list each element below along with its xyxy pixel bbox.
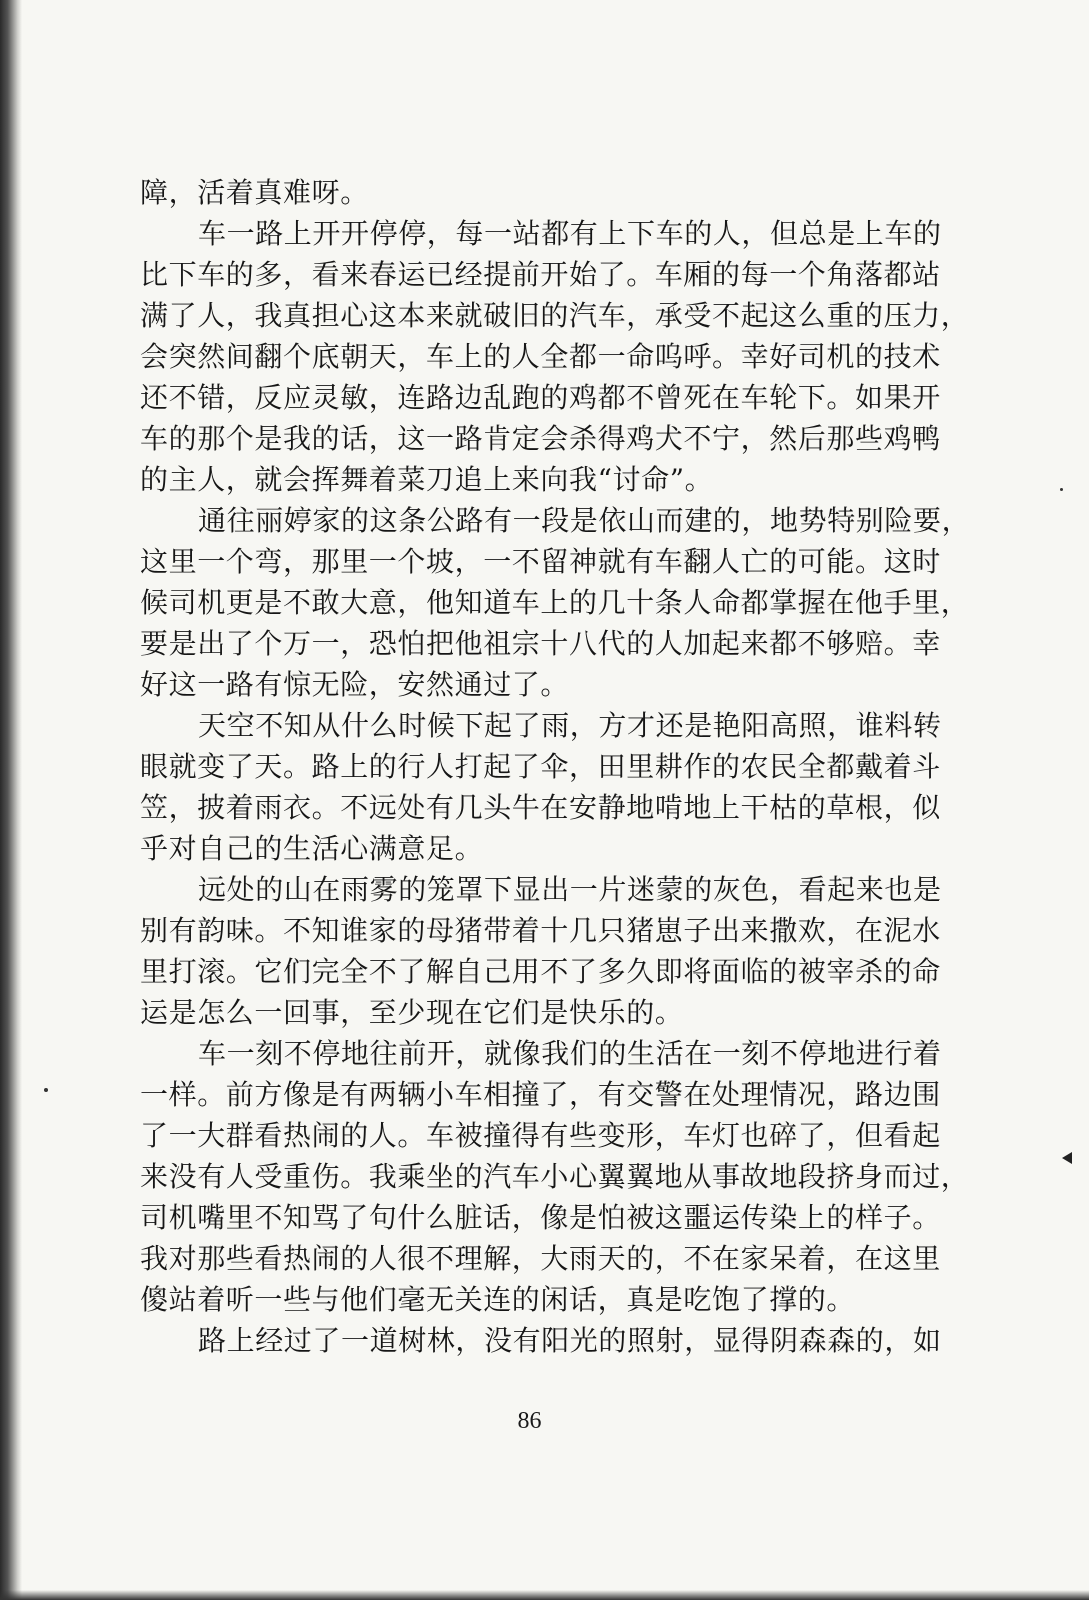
margin-mark <box>1062 1152 1072 1164</box>
body-text <box>140 172 971 1361</box>
text-line: 眼就变了天。路上的行人打起了伞，田里耕作的农民全都戴着斗 <box>140 750 941 783</box>
text-line: 乎对自己的生活心满意足。 <box>140 832 484 865</box>
text-line: 这里一个弯，那里一个坡，一不留神就有车翻人亡的可能。这时 <box>140 545 941 578</box>
text-line: 好这一路有惊无险，安然通过了。 <box>140 668 570 701</box>
text-line: 傻站着听一些与他们毫无关连的闲话，真是吃饱了撑的。 <box>140 1283 856 1316</box>
text-line: 车一路上开开停停，每一站都有上下车的人，但总是上车的 <box>198 217 942 250</box>
text-line: 通往丽婷家的这条公路有一段是依山而建的，地势特别险要， <box>198 504 971 537</box>
text-line: 车的那个是我的话，这一路肯定会杀得鸡犬不宁，然后那些鸡鸭 <box>140 422 941 455</box>
text-line: 会突然间翻个底朝天，车上的人全都一命呜呼。幸好司机的技术 <box>140 340 941 373</box>
text-line: 车一刻不停地往前开，就像我们的生活在一刻不停地进行着 <box>198 1037 942 1070</box>
binding-shadow <box>0 0 22 1600</box>
text-line: 还不错，反应灵敏，连路边乱跑的鸡都不曾死在车轮下。如果开 <box>140 381 941 414</box>
text-line: 我对那些看热闹的人很不理解，大雨天的，不在家呆着，在这里 <box>140 1242 941 1275</box>
text-line: 一样。前方像是有两辆小车相撞了，有交警在处理情况，路边围 <box>140 1078 941 1111</box>
bottom-edge-shadow <box>0 1590 1089 1600</box>
scan-speck <box>1060 488 1063 491</box>
text-line: 天空不知从什么时候下起了雨，方才还是艳阳高照，谁料转 <box>198 709 942 742</box>
text-line: 远处的山在雨雾的笼罩下显出一片迷蒙的灰色，看起来也是 <box>198 873 942 906</box>
text-line: 来没有人受重伤。我乘坐的汽车小心翼翼地从事故地段挤身而过， <box>140 1160 970 1193</box>
page-number: 86 <box>517 1408 542 1434</box>
text-line: 运是怎么一回事，至少现在它们是快乐的。 <box>140 996 684 1029</box>
text-line: 笠，披着雨衣。不远处有几头牛在安静地啃地上干枯的草根，似 <box>140 791 941 824</box>
text-line: 的主人，就会挥舞着菜刀追上来向我“讨命”。 <box>140 463 714 496</box>
text-line: 比下车的多，看来春运已经提前开始了。车厢的每一个角落都站 <box>140 258 941 291</box>
text-line: 路上经过了一道树林，没有阳光的照射，显得阴森森的，如 <box>198 1324 942 1357</box>
text-line: 候司机更是不敢大意，他知道车上的几十条人命都掌握在他手里， <box>140 586 970 619</box>
text-line: 别有韵味。不知谁家的母猪带着十几只猪崽子出来撒欢，在泥水 <box>140 914 941 947</box>
text-line: 里打滚。它们完全不了解自己用不了多久即将面临的被宰杀的命 <box>140 955 941 988</box>
text-line: 了一大群看热闹的人。车被撞得有些变形，车灯也碎了，但看起 <box>140 1119 941 1152</box>
text-line: 司机嘴里不知骂了句什么脏话，像是怕被这噩运传染上的样子。 <box>140 1201 941 1234</box>
text-line: 满了人，我真担心这本来就破旧的汽车，承受不起这么重的压力， <box>140 299 970 332</box>
text-line: 要是出了个万一，恐怕把他祖宗十八代的人加起来都不够赔。幸 <box>140 627 941 660</box>
text-line: 障，活着真难呀。 <box>140 176 369 209</box>
scan-speck <box>44 1088 48 1092</box>
